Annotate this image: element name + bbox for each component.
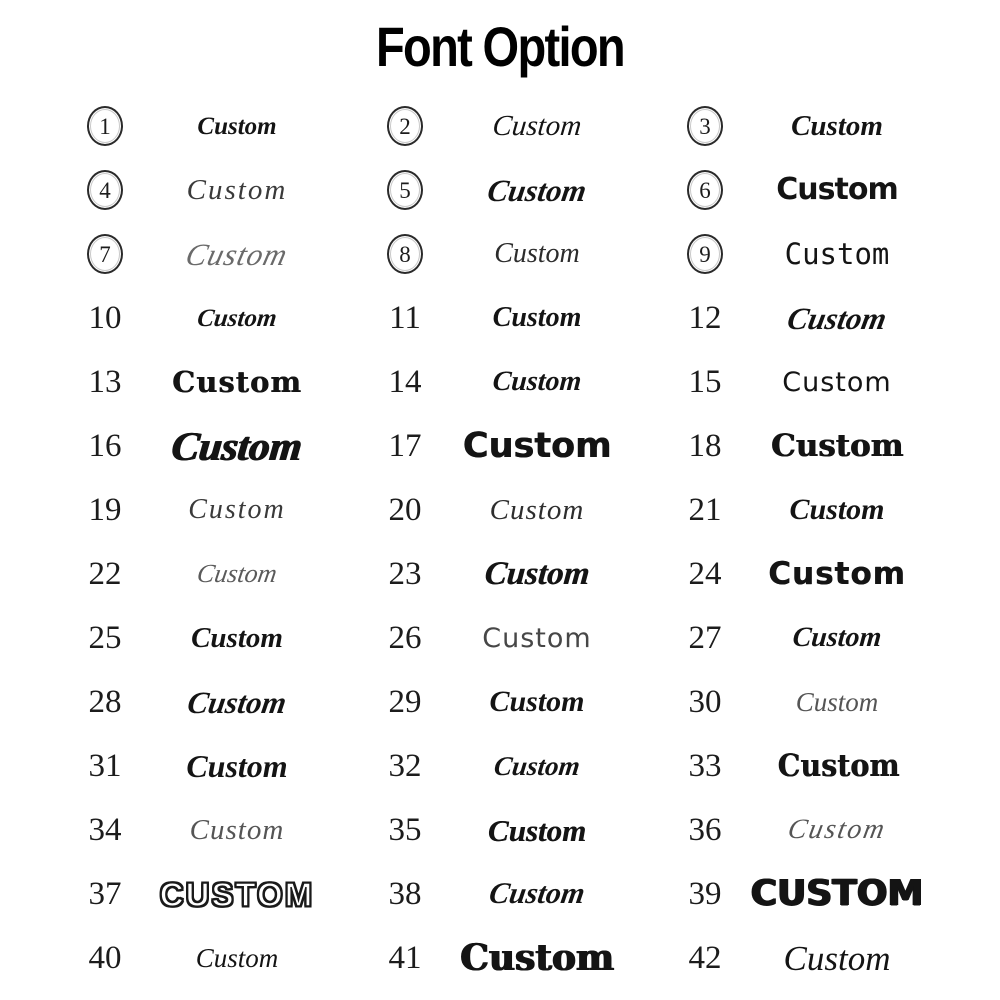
font-number-wrap	[70, 619, 140, 656]
font-number: 33	[688, 747, 722, 784]
font-number: 32	[388, 747, 422, 784]
font-sample-text: Custom	[185, 684, 289, 720]
font-option-item	[670, 734, 970, 798]
font-sample-text: Custom	[791, 622, 883, 653]
font-number: 15	[688, 363, 722, 400]
font-number: 11	[389, 299, 421, 336]
font-number: 26	[388, 619, 422, 656]
font-option-item	[370, 798, 670, 862]
font-option-item	[70, 286, 370, 350]
font-option-item	[70, 670, 370, 734]
font-number: 12	[688, 299, 722, 336]
font-number: 36	[688, 811, 722, 848]
font-sample-text: Custom	[195, 304, 279, 332]
font-number-wrap	[670, 234, 740, 274]
font-sample-text: Custom	[784, 300, 890, 336]
font-sample-text: Custom	[777, 747, 900, 784]
font-number-wrap	[670, 811, 740, 848]
font-sample-text: Custom	[487, 812, 587, 848]
font-sample-text: Custom	[189, 813, 285, 846]
font-number-wrap	[70, 491, 140, 528]
font-option-item	[370, 286, 670, 350]
font-sample-text: Custom	[489, 493, 585, 526]
font-number: 14	[388, 363, 422, 400]
font-number-wrap	[670, 363, 740, 400]
font-number-wrap	[70, 363, 140, 400]
font-sample-text: Custom	[785, 814, 889, 845]
font-option-item	[370, 414, 670, 478]
font-number: 6	[687, 170, 723, 210]
font-number: 19	[88, 491, 122, 528]
font-number: 24	[688, 555, 722, 592]
font-option-item	[370, 734, 670, 798]
font-number: 31	[88, 747, 122, 784]
font-sample-text: Custom	[169, 422, 305, 469]
font-number: 13	[88, 363, 122, 400]
font-sample-text: Custom	[195, 559, 280, 588]
font-number: 39	[688, 875, 722, 912]
font-option-item	[70, 734, 370, 798]
font-number: 3	[687, 106, 723, 146]
font-number: 40	[88, 939, 122, 976]
font-sample-text: Custom	[492, 750, 582, 781]
font-number: 5	[387, 170, 423, 210]
font-sample-text: Custom	[462, 425, 612, 466]
font-number-wrap	[370, 491, 440, 528]
font-sample-text: Custom	[783, 938, 891, 978]
font-option-item	[370, 862, 670, 926]
font-sample-text: Custom	[172, 364, 302, 399]
font-number-wrap	[70, 299, 140, 336]
font-sample-text: Custom	[485, 172, 589, 208]
font-sample-text: Custom	[489, 685, 585, 718]
font-sample-text: Custom	[795, 686, 879, 717]
font-option-item	[70, 94, 370, 158]
font-number-wrap	[70, 555, 140, 592]
font-sample-text: Custom	[186, 173, 288, 206]
font-option-item	[70, 606, 370, 670]
font-number-wrap	[670, 875, 740, 912]
font-sample-text: Custom	[483, 555, 591, 592]
font-number-wrap	[370, 363, 440, 400]
font-option-item	[370, 926, 670, 990]
font-option-item	[670, 926, 970, 990]
font-sample-text: Custom	[492, 302, 582, 333]
font-number-wrap	[370, 234, 440, 274]
font-sample-text: Custom	[494, 238, 580, 269]
font-option-item	[370, 94, 670, 158]
font-sample-text: Custom	[776, 172, 898, 207]
font-number: 27	[688, 619, 722, 656]
font-option-item	[670, 286, 970, 350]
font-number-wrap	[670, 106, 740, 146]
font-options-grid	[0, 90, 1000, 990]
font-option-item	[670, 606, 970, 670]
font-number-wrap	[70, 234, 140, 274]
font-sample-text: Custom	[782, 366, 892, 398]
font-number-wrap	[70, 683, 140, 720]
font-number-wrap	[370, 939, 440, 976]
font-number-wrap	[670, 170, 740, 210]
font-sample-text: CUSTOM	[159, 875, 315, 913]
font-number: 8	[387, 234, 423, 274]
font-number: 29	[388, 683, 422, 720]
font-sample-text: CUSTOM	[750, 873, 924, 914]
font-number: 37	[88, 875, 122, 912]
font-number: 2	[387, 106, 423, 146]
font-option-item	[70, 414, 370, 478]
font-option-item	[670, 542, 970, 606]
font-number: 23	[388, 555, 422, 592]
font-option-item	[70, 158, 370, 222]
font-number: 16	[88, 427, 122, 464]
font-number-wrap	[370, 619, 440, 656]
font-number-wrap	[70, 170, 140, 210]
font-option-item	[70, 478, 370, 542]
font-number-wrap	[370, 811, 440, 848]
font-number: 10	[88, 299, 122, 336]
font-number: 1	[87, 106, 123, 146]
font-option-item	[70, 350, 370, 414]
font-number: 20	[388, 491, 422, 528]
font-number-wrap	[670, 747, 740, 784]
font-number: 25	[88, 619, 122, 656]
font-number: 38	[388, 875, 422, 912]
font-option-item	[670, 478, 970, 542]
font-number: 9	[687, 234, 723, 274]
font-number-wrap	[70, 811, 140, 848]
font-option-item	[670, 670, 970, 734]
font-option-item	[370, 542, 670, 606]
font-number-wrap	[370, 555, 440, 592]
font-sample-text: Custom	[188, 494, 286, 525]
font-option-item	[370, 478, 670, 542]
font-option-item	[670, 350, 970, 414]
font-number-wrap	[370, 106, 440, 146]
font-option-item	[670, 414, 970, 478]
font-option-item	[370, 222, 670, 286]
font-sample-text: Custom	[791, 109, 883, 142]
font-number: 42	[688, 939, 722, 976]
font-number-wrap	[670, 683, 740, 720]
font-option-item	[670, 798, 970, 862]
font-number-wrap	[70, 747, 140, 784]
font-option-item	[70, 926, 370, 990]
font-option-item	[670, 862, 970, 926]
font-number: 21	[688, 491, 722, 528]
font-sample-text: Custom	[768, 555, 906, 592]
font-number-wrap	[670, 555, 740, 592]
font-sample-text: Custom	[491, 366, 583, 397]
font-number-wrap	[70, 106, 140, 146]
font-number: 35	[388, 811, 422, 848]
font-sample-text: Custom	[486, 877, 588, 910]
font-option-item	[370, 350, 670, 414]
font-number-wrap	[70, 875, 140, 912]
font-option-item	[670, 158, 970, 222]
font-option-item	[370, 606, 670, 670]
font-sample-text: Custom	[197, 112, 277, 140]
font-option-item	[670, 222, 970, 286]
font-option-item	[670, 94, 970, 158]
font-sample-text: Custom	[195, 942, 279, 973]
font-number: 17	[388, 427, 422, 464]
font-option-item	[70, 798, 370, 862]
font-option-item	[70, 222, 370, 286]
font-sample-text: Custom	[784, 236, 890, 271]
font-number-wrap	[70, 939, 140, 976]
font-sample-text: Custom	[789, 493, 885, 526]
font-number-wrap	[670, 491, 740, 528]
font-number-wrap	[70, 427, 140, 464]
font-number: 4	[87, 170, 123, 210]
font-sample-text: Custom	[491, 109, 584, 142]
font-number: 22	[88, 555, 122, 592]
font-number: 30	[688, 683, 722, 720]
font-option-item	[70, 542, 370, 606]
font-number: 34	[88, 811, 122, 848]
font-sample-text: Custom	[482, 622, 592, 654]
font-number-wrap	[670, 427, 740, 464]
font-number-wrap	[670, 619, 740, 656]
font-sample-text: Custom	[460, 937, 614, 979]
font-number-wrap	[370, 170, 440, 210]
font-option-item	[70, 862, 370, 926]
font-number-wrap	[370, 683, 440, 720]
font-number-wrap	[370, 875, 440, 912]
font-number-wrap	[370, 747, 440, 784]
font-sample-text: Custom	[186, 748, 288, 784]
font-sample-text: Custom	[191, 621, 283, 654]
font-number-wrap	[670, 299, 740, 336]
font-number-wrap	[370, 299, 440, 336]
font-sample-text: Custom	[770, 427, 904, 464]
font-number: 18	[688, 427, 722, 464]
font-number: 7	[87, 234, 123, 274]
font-number-wrap	[670, 939, 740, 976]
font-option-item	[370, 158, 670, 222]
page-title: Font Option	[376, 15, 624, 78]
font-number-wrap	[370, 427, 440, 464]
font-sample-text: Custom	[182, 236, 292, 272]
font-number: 28	[88, 683, 122, 720]
font-number: 41	[388, 939, 422, 976]
font-option-item	[370, 670, 670, 734]
